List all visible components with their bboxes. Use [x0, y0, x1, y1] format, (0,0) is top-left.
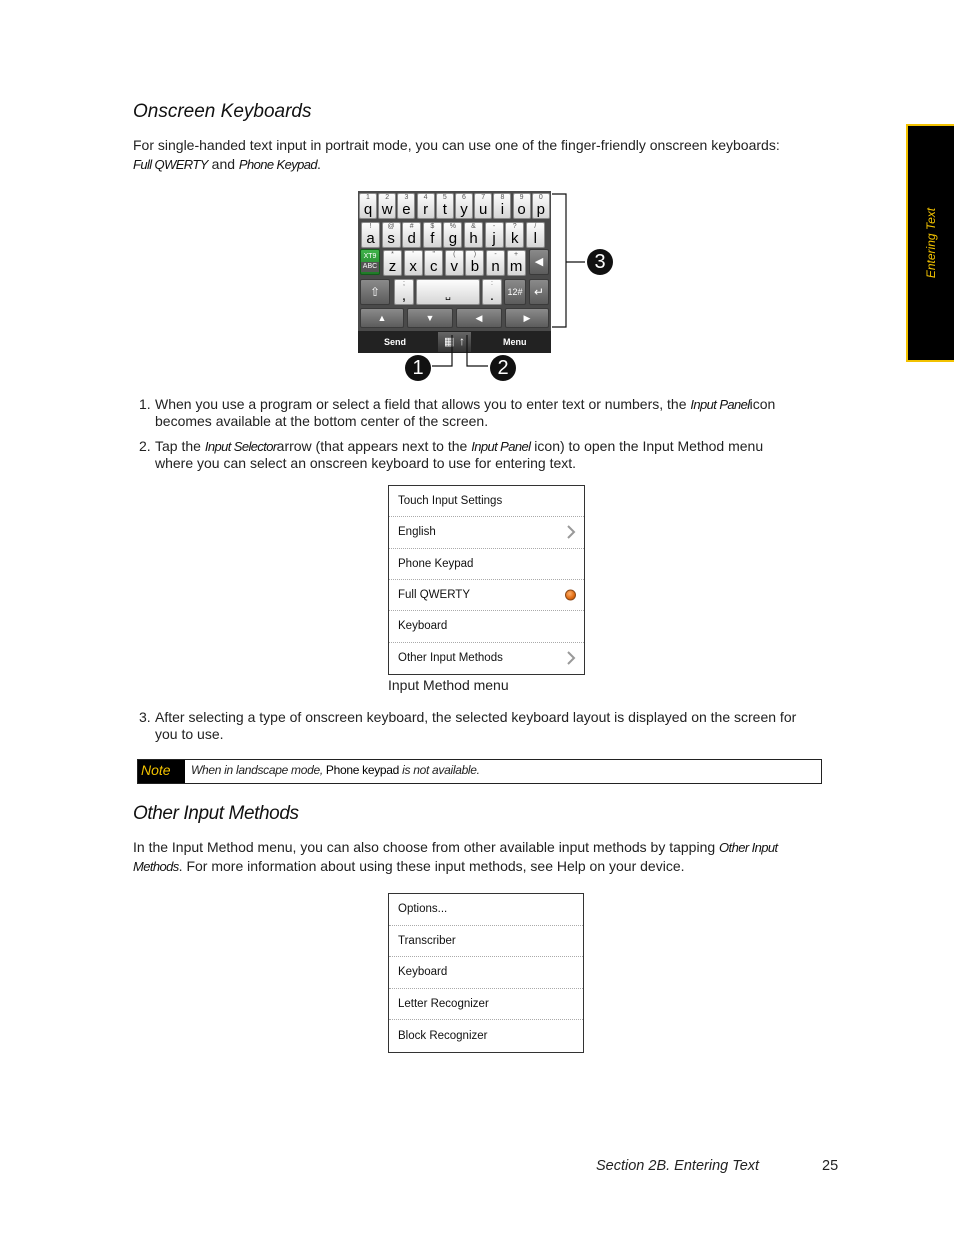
key-char: k	[510, 230, 519, 247]
key-alt-char: 8	[500, 194, 505, 201]
menu-item-phone-keypad[interactable]	[389, 549, 584, 580]
note-text	[191, 763, 480, 777]
key-alt-char: /	[534, 223, 537, 230]
keyboard-icon: ▦	[444, 336, 455, 348]
intro-text: For single-handed text input in portrait mode, you can use one of the finger-friendly onscreen keyboards:	[133, 137, 780, 153]
intro-paragraph	[133, 136, 833, 174]
step-3-line1: After selecting a type of onscreen keyboard, the selected keyboard layout is displayed on the screen for	[155, 709, 797, 725]
menu-item-touch-input-settings[interactable]	[389, 486, 584, 517]
note-label: Note	[138, 760, 185, 783]
footer-page-number: 25	[822, 1158, 839, 1174]
comma-key-label: ,	[401, 287, 407, 304]
intro-end: .	[317, 156, 321, 172]
menu-item-label: Block Recognizer	[398, 1030, 488, 1043]
arrow-left-icon: ◀	[475, 313, 483, 323]
key-char: v	[450, 258, 459, 275]
key-char: g	[448, 230, 458, 247]
side-tab	[906, 124, 954, 362]
arrow-up-key[interactable]	[360, 308, 404, 328]
menu-item-transcriber[interactable]	[389, 926, 583, 958]
menu-item-label: English	[398, 526, 436, 539]
other-methods-paragraph	[133, 838, 833, 876]
key-char: q	[363, 201, 373, 218]
arrow-up-icon: ▲	[377, 313, 387, 323]
key-char: d	[407, 230, 416, 247]
comma-key-alt: ;	[403, 280, 405, 287]
term-input-panel-2: Input Panel	[471, 439, 531, 454]
menu-item-other-input-methods[interactable]	[389, 643, 584, 674]
key-alt-char: *	[391, 251, 394, 258]
key-alt-char: @	[387, 223, 395, 230]
note-post: is not available.	[402, 763, 480, 777]
key-alt-char: 0	[538, 194, 543, 201]
other-methods-pre: In the Input Method menu, you can also choose from other available input methods by tapping	[133, 839, 716, 855]
menu-item-label: Letter Recognizer	[398, 998, 489, 1011]
step-3-number: 3.	[139, 709, 151, 725]
key-char: a	[366, 230, 375, 247]
chevron-right-icon	[567, 651, 576, 665]
key-alt-char: !	[369, 223, 372, 230]
term-input-selector: Input Selector	[204, 439, 277, 454]
term-other-input: Other Input	[719, 840, 778, 855]
key-char: i	[500, 201, 505, 218]
key-alt-char: 1	[366, 194, 370, 201]
key-alt-char: (	[453, 251, 456, 258]
key-alt-char: 6	[462, 194, 466, 201]
menu-item-keyboard[interactable]	[389, 611, 584, 642]
key-char: x	[409, 258, 417, 275]
step-1-pre: When you use a program or select a field that allows you to enter text or numbers, the	[155, 396, 687, 412]
step-3-text	[155, 709, 845, 743]
key-alt-char: -	[494, 251, 497, 258]
section-heading-other-input-methods: Other Input Methods	[133, 803, 299, 824]
chevron-right-icon	[567, 525, 576, 539]
menu-item-block-recognizer[interactable]	[389, 1020, 583, 1052]
key-s[interactable]	[382, 222, 401, 248]
period-key-label: .	[489, 287, 495, 304]
arrow-right-icon: ▶	[523, 313, 531, 323]
section-heading-onscreen-keyboards: Onscreen Keyboards	[133, 101, 312, 122]
key-char: b	[470, 258, 480, 275]
key-w[interactable]	[378, 193, 396, 219]
intro-and: and	[211, 156, 236, 172]
footer-section: Section 2B. Entering Text	[596, 1158, 760, 1174]
key-char: c	[429, 258, 438, 275]
key-alt-char: 2	[385, 194, 390, 201]
menu-item-label: Other Input Methods	[398, 652, 503, 665]
menu-item-letter-recognizer[interactable]	[389, 989, 583, 1021]
step-2-pre: Tap the	[155, 438, 201, 454]
note-box	[137, 759, 822, 784]
key-alt-char: 4	[423, 194, 428, 201]
key-alt-char: "	[432, 251, 435, 258]
abc-label: ABC	[362, 263, 378, 270]
backspace-icon: ◀	[534, 256, 544, 268]
callout-lines	[400, 190, 620, 385]
term-methods: Methods	[133, 859, 179, 874]
step-3-line2: you to use.	[155, 726, 224, 742]
step-2-mid: arrow (that appears next to the	[276, 438, 468, 454]
input-method-menu	[388, 485, 585, 675]
xt9-key[interactable]	[360, 249, 380, 275]
menu-item-keyboard[interactable]	[389, 957, 583, 989]
menu-item-label: Phone Keypad	[398, 557, 474, 570]
key-char: p	[536, 201, 545, 218]
space-icon: ␣	[445, 290, 451, 300]
send-softkey[interactable]: Send	[384, 337, 407, 347]
step-2-post: icon) to open the Input Method menu	[534, 438, 764, 454]
step-2-text	[155, 438, 845, 472]
key-alt-char: '	[412, 251, 414, 258]
step-1-number: 1.	[139, 396, 151, 412]
key-alt-char: )	[473, 251, 477, 258]
side-tab-label: Entering Text	[924, 207, 938, 279]
term-full-qwerty: Full QWERTY	[133, 157, 208, 172]
key-char: n	[491, 258, 500, 275]
note-phone-keypad: Phone keypad	[325, 763, 400, 777]
key-alt-char: 3	[404, 194, 409, 201]
key-char: l	[533, 230, 537, 247]
step-2-line2: where you can select an onscreen keyboard to use for entering text.	[155, 455, 577, 471]
key-char: t	[442, 201, 447, 218]
key-alt-char: 5	[442, 194, 447, 201]
key-alt-char: $	[430, 223, 435, 230]
key-alt-char: +	[514, 251, 519, 258]
key-char: s	[387, 230, 395, 247]
key-q[interactable]	[359, 193, 377, 219]
other-methods-post: . For more information about using these input methods, see Help on your device.	[178, 858, 685, 874]
key-char: m	[509, 258, 523, 275]
menu-item-label: Keyboard	[398, 966, 448, 979]
key-char: u	[479, 201, 488, 218]
term-phone-keypad: Phone Keypad	[238, 157, 318, 172]
menu-item-label: Options...	[398, 903, 448, 916]
key-alt-char: -	[492, 223, 496, 230]
key-char: y	[460, 201, 468, 218]
selected-radio-icon	[565, 590, 576, 601]
key-alt-char: 7	[481, 194, 486, 201]
callout-2: 2	[490, 355, 516, 381]
key-char: z	[388, 258, 397, 275]
key-char: f	[430, 230, 435, 247]
step-1-text	[155, 396, 845, 430]
callout-1: 1	[405, 355, 431, 381]
menu-item-label: Keyboard	[398, 620, 448, 633]
menu-item-label: Transcriber	[398, 934, 456, 947]
key-char: o	[517, 201, 526, 218]
menu-item-full-qwerty[interactable]	[389, 580, 584, 611]
key-alt-char: #	[409, 223, 414, 230]
step-1-post: icon	[749, 396, 776, 412]
callout-3: 3	[587, 249, 613, 275]
key-char: w	[381, 201, 393, 218]
enter-icon: ↵	[533, 285, 545, 299]
xt9-label: XT9	[363, 253, 377, 260]
note-pre: When in landscape mode,	[191, 763, 323, 777]
key-char: h	[469, 230, 478, 247]
key-alt-char: &	[471, 223, 476, 230]
step-1-line2: becomes available at the bottom center of the screen.	[155, 413, 489, 429]
key-a[interactable]	[361, 222, 380, 248]
key-alt-char: 9	[519, 194, 524, 201]
shift-key[interactable]	[360, 279, 390, 305]
period-key-alt: :	[491, 280, 493, 287]
term-input-panel: Input Panel	[690, 397, 750, 412]
other-input-methods-menu	[388, 893, 584, 1053]
menu-item-label: Full QWERTY	[398, 589, 470, 602]
key-char: e	[402, 201, 411, 218]
menu-item-english[interactable]	[389, 517, 584, 548]
key-char: j	[492, 230, 496, 247]
key-alt-char: %	[449, 223, 456, 230]
arrow-down-icon: ▼	[425, 313, 435, 323]
input-selector-arrow-icon[interactable]: ↑	[459, 334, 465, 348]
menu-item-label: Touch Input Settings	[398, 495, 503, 508]
key-char: r	[423, 201, 429, 218]
input-method-menu-caption: Input Method menu	[388, 677, 509, 693]
menu-softkey[interactable]: Menu	[503, 337, 527, 347]
shift-icon: ⇧	[369, 285, 381, 299]
menu-item-options[interactable]	[389, 894, 583, 926]
key-alt-char: ?	[512, 223, 517, 230]
numbers-key-label: 12#	[507, 287, 523, 297]
step-2-number: 2.	[139, 438, 151, 454]
